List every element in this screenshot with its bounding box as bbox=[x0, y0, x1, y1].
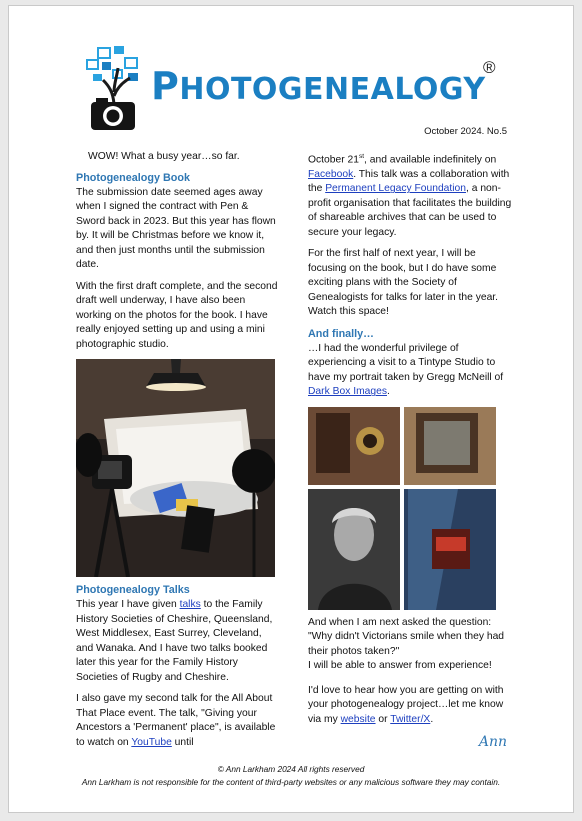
logo-initial: P bbox=[151, 64, 180, 108]
mini-studio-photo bbox=[76, 359, 275, 577]
collab-text-b: , and available indefinitely on bbox=[364, 154, 497, 166]
talks-text-a: This year I have given bbox=[76, 599, 180, 610]
book-paragraph-1: The submission date seemed ages away when I signed the contract with Pen & Sword back in 2023. But this year has flown by. It will be Christmas before we know it, and then just months until the submission date. bbox=[76, 186, 276, 270]
question-line-3: I will be able to answer from experience! bbox=[308, 660, 492, 672]
logo-rest: HOTOGENEALOGY bbox=[179, 72, 486, 107]
talks2-text-b: until bbox=[171, 736, 194, 748]
tintype-paragraph bbox=[308, 342, 514, 400]
talks2-text-a: I also gave my second talk for the All About That Place event. The talk, "Giving your Ancestors a 'Permanent' place", is available to watch on bbox=[76, 693, 276, 748]
finally-heading: And finally… bbox=[308, 327, 374, 340]
contact-text-b: or bbox=[375, 713, 391, 725]
talks-paragraph-2 bbox=[76, 692, 280, 750]
registered-mark: ® bbox=[483, 58, 496, 77]
date-suffix: st bbox=[358, 153, 365, 160]
intro-text: WOW! What a busy year…so far. bbox=[88, 151, 240, 162]
contact-text-a: I'd love to hear how you are getting on with your photogenealogy project…let me know via my bbox=[308, 684, 504, 725]
book-paragraph-2: With the first draft complete, and the second draft well underway, I have also been working on the photos for the book. I have really enjoyed setting up and using a mini photographic studio. bbox=[76, 280, 278, 350]
contact-paragraph bbox=[308, 684, 514, 728]
issue-date: October 2024. No.5 bbox=[424, 126, 507, 137]
tintype-text-a: …I had the wonderful privilege of experiencing a visit to a Tintype Studio to have my portrait taken by Gregg McNeill of bbox=[308, 342, 504, 383]
copyright-line: © Ann Larkham 2024 All rights reserved bbox=[217, 764, 365, 774]
signature: Ann bbox=[478, 734, 507, 750]
question-line-1: And when I am next asked the question: bbox=[308, 616, 492, 628]
tintype-collage-photo bbox=[308, 407, 496, 610]
left-column bbox=[76, 150, 280, 757]
website-link[interactable]: website bbox=[340, 713, 376, 725]
permanent-legacy-link[interactable]: Permanent Legacy Foundation bbox=[325, 183, 467, 195]
talks-link[interactable]: talks bbox=[179, 599, 201, 610]
youtube-link[interactable]: YouTube bbox=[131, 736, 172, 748]
logo-wordmark bbox=[151, 64, 486, 108]
date-text: October 21 bbox=[308, 154, 359, 166]
right-column bbox=[308, 150, 514, 734]
newsletter-page bbox=[8, 5, 574, 813]
camera-tree-logo-icon bbox=[85, 46, 143, 132]
tintype-text-b: . bbox=[386, 386, 390, 398]
twitter-link[interactable]: Twitter/X bbox=[390, 713, 431, 725]
plans-paragraph: For the first half of next year, I will be focusing on the book, but I do have some exciting plans with the Society of Genealogists for talks for later in the year. Watch this space! bbox=[308, 248, 499, 318]
book-heading: Photogenealogy Book bbox=[76, 171, 190, 184]
question-line-2: "Why didn't Victorians smile when they had their photos taken?" bbox=[308, 631, 505, 657]
logo bbox=[85, 46, 505, 132]
dark-box-link[interactable]: Dark Box Images bbox=[308, 386, 387, 398]
contact-text-c: . bbox=[430, 713, 434, 725]
facebook-link[interactable]: Facebook bbox=[308, 168, 354, 180]
collab-text-d: , a non-profit organisation that facilitates the building of shareable archives that can be used to secure your legacy. bbox=[308, 183, 512, 238]
collab-text-c: . This talk was a collaboration with the bbox=[308, 168, 510, 195]
talks-paragraph-1 bbox=[76, 598, 280, 685]
talks-text-b: to the Family History Societies of Cheshire, Queensland, West Middlesex, East Surrey, Cleveland, and Wanaka. And I have two talks booked later this year for the Family History Societies of Rugby and Cheshire. bbox=[76, 599, 273, 683]
talks-heading: Photogenealogy Talks bbox=[76, 584, 190, 596]
collab-paragraph bbox=[308, 150, 514, 240]
disclaimer-line: Ann Larkham is not responsible for the content of third-party websites or any malicious software they may contain. bbox=[81, 777, 501, 787]
question-paragraph bbox=[308, 616, 514, 674]
